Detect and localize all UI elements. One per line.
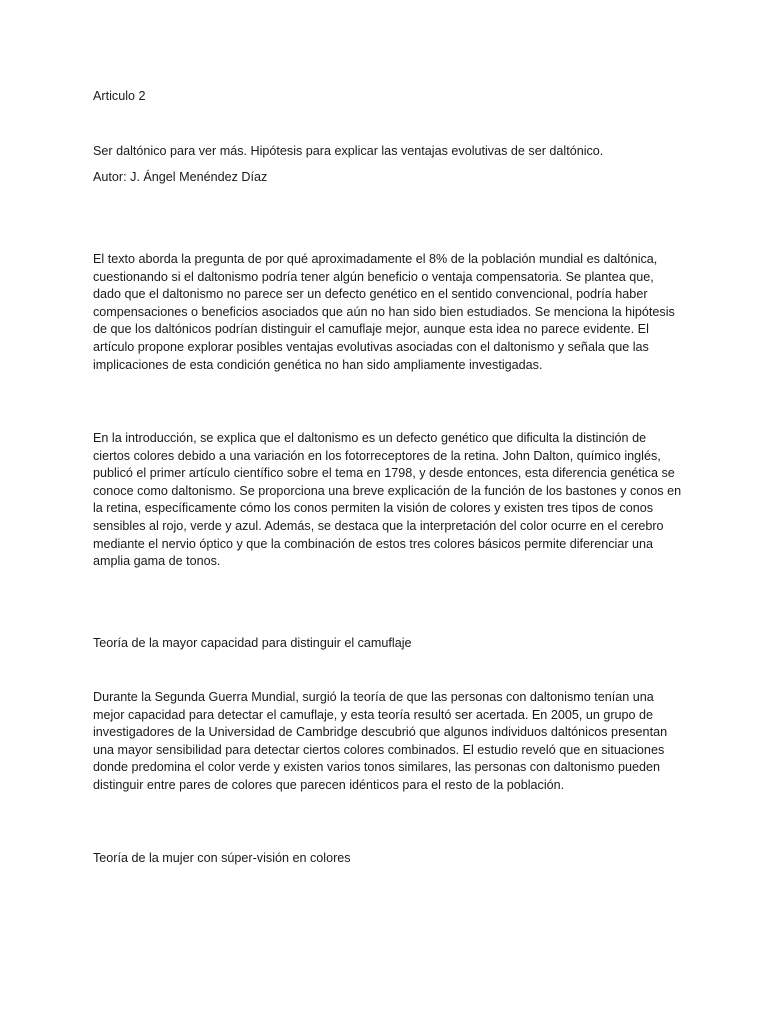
paragraph-introduction: En la introducción, se explica que el daltonismo es un defecto genético que dificulta la distinción de ciertos colores debido a una variación en los fotorreceptores de la retina. John Dalton, químico inglés, publicó el primer artículo científico sobre el tema en 1798, y desde entonces, esta diferencia genética se conoce como daltonismo. Se proporciona una breve explicación de la función de los bastones y conos en la retina, específicamente cómo los conos permiten la visión de colores y existen tres tipos de conos sensibles al rojo, verde y azul. Además, se destaca que la interpretación del color ocurre en el cerebro mediante el nervio óptico y que la combinación de estos tres colores básicos permite diferenciar una amplia gama de tonos. <box>93 431 682 569</box>
document-author: Autor: J. Ángel Menéndez Díaz <box>93 170 268 184</box>
section-heading-camouflage: Teoría de la mayor capacidad para distinguir el camuflaje <box>93 636 412 650</box>
paragraph-camouflage: Durante la Segunda Guerra Mundial, surgió la teoría de que las personas con daltonismo tenían una mejor capacidad para detectar el camuflaje, y esta teoría resultó ser acertada. En 2005, un grupo de investigadores de la Universidad de Cambridge descubrió que algunos individuos daltónicos presentan una mayor sensibilidad para detectar ciertos colores combinados. El estudio reveló que en situaciones donde predomina el color verde y existen varios tonos similares, las personas con daltonismo pueden distinguir entre pares de colores que parecen idénticos para el resto de la población. <box>93 690 668 792</box>
article-label: Articulo 2 <box>93 89 146 103</box>
document-title: Ser daltónico para ver más. Hipótesis para explicar las ventajas evolutivas de ser daltónico. <box>93 144 604 158</box>
paragraph-summary: El texto aborda la pregunta de por qué aproximadamente el 8% de la población mundial es daltónica, cuestionando si el daltonismo podría tener algún beneficio o ventaja compensatoria. Se plantea que, dado que el daltonismo no parece ser un defecto genético en el sentido convencional, podría haber compensaciones o beneficios asociados que aún no han sido bien estudiados. Se menciona la hipótesis de que los daltónicos podrían distinguir el camuflaje mejor, aunque esta idea no parece evidente. El artículo propone explorar posibles ventajas evolutivas asociadas con el daltonismo y señala que las implicaciones de esta condición genética no han sido ampliamente investigadas. <box>93 252 675 372</box>
section-heading-women-supervision: Teoría de la mujer con súper-visión en colores <box>93 851 351 865</box>
